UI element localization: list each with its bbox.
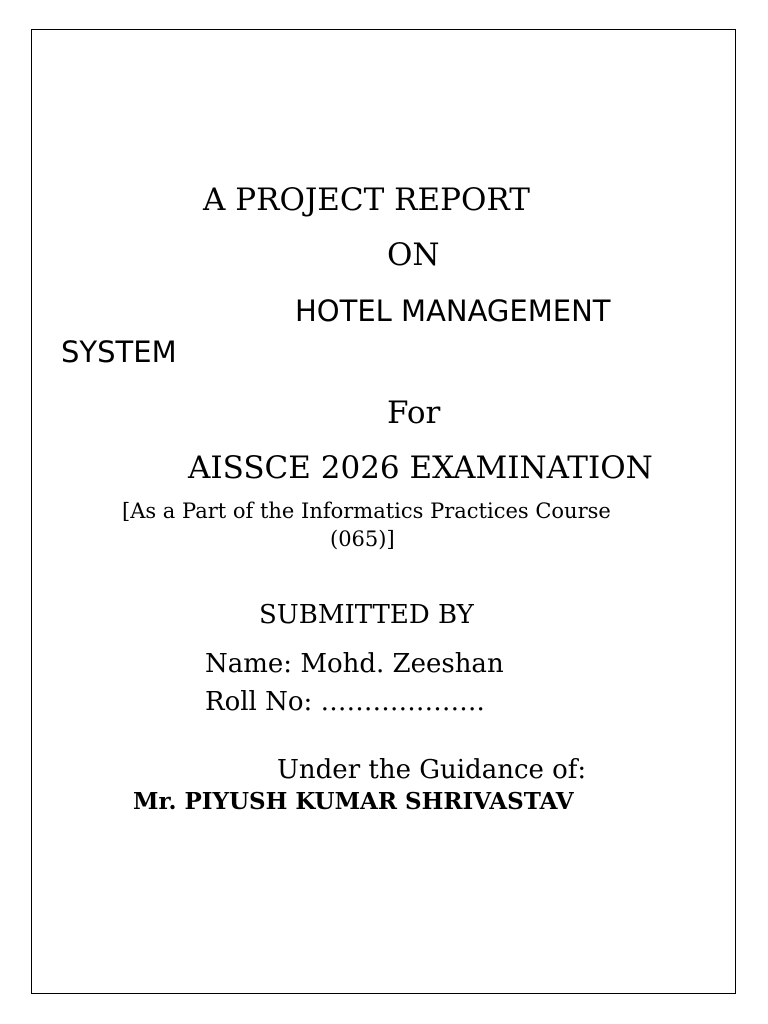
roll-number: Roll No: ………………. (205, 687, 485, 717)
course-note-line2: (065)] (330, 527, 395, 551)
submitted-by-heading: SUBMITTED BY (259, 600, 474, 630)
course-note-line1: [As a Part of the Informatics Practices Course (122, 499, 611, 523)
project-title-line2: SYSTEM (61, 335, 177, 369)
project-title-line1: HOTEL MANAGEMENT (295, 294, 611, 328)
student-name: Name: Mohd. Zeeshan (205, 649, 504, 679)
teacher-name: Mr. PIYUSH KUMAR SHRIVASTAV (133, 788, 574, 815)
report-heading: A PROJECT REPORT (203, 182, 530, 218)
guidance-label: Under the Guidance of: (277, 755, 587, 785)
examination-title: AISSCE 2026 EXAMINATION (188, 450, 653, 486)
on-label: ON (387, 237, 440, 273)
for-label: For (387, 395, 441, 431)
